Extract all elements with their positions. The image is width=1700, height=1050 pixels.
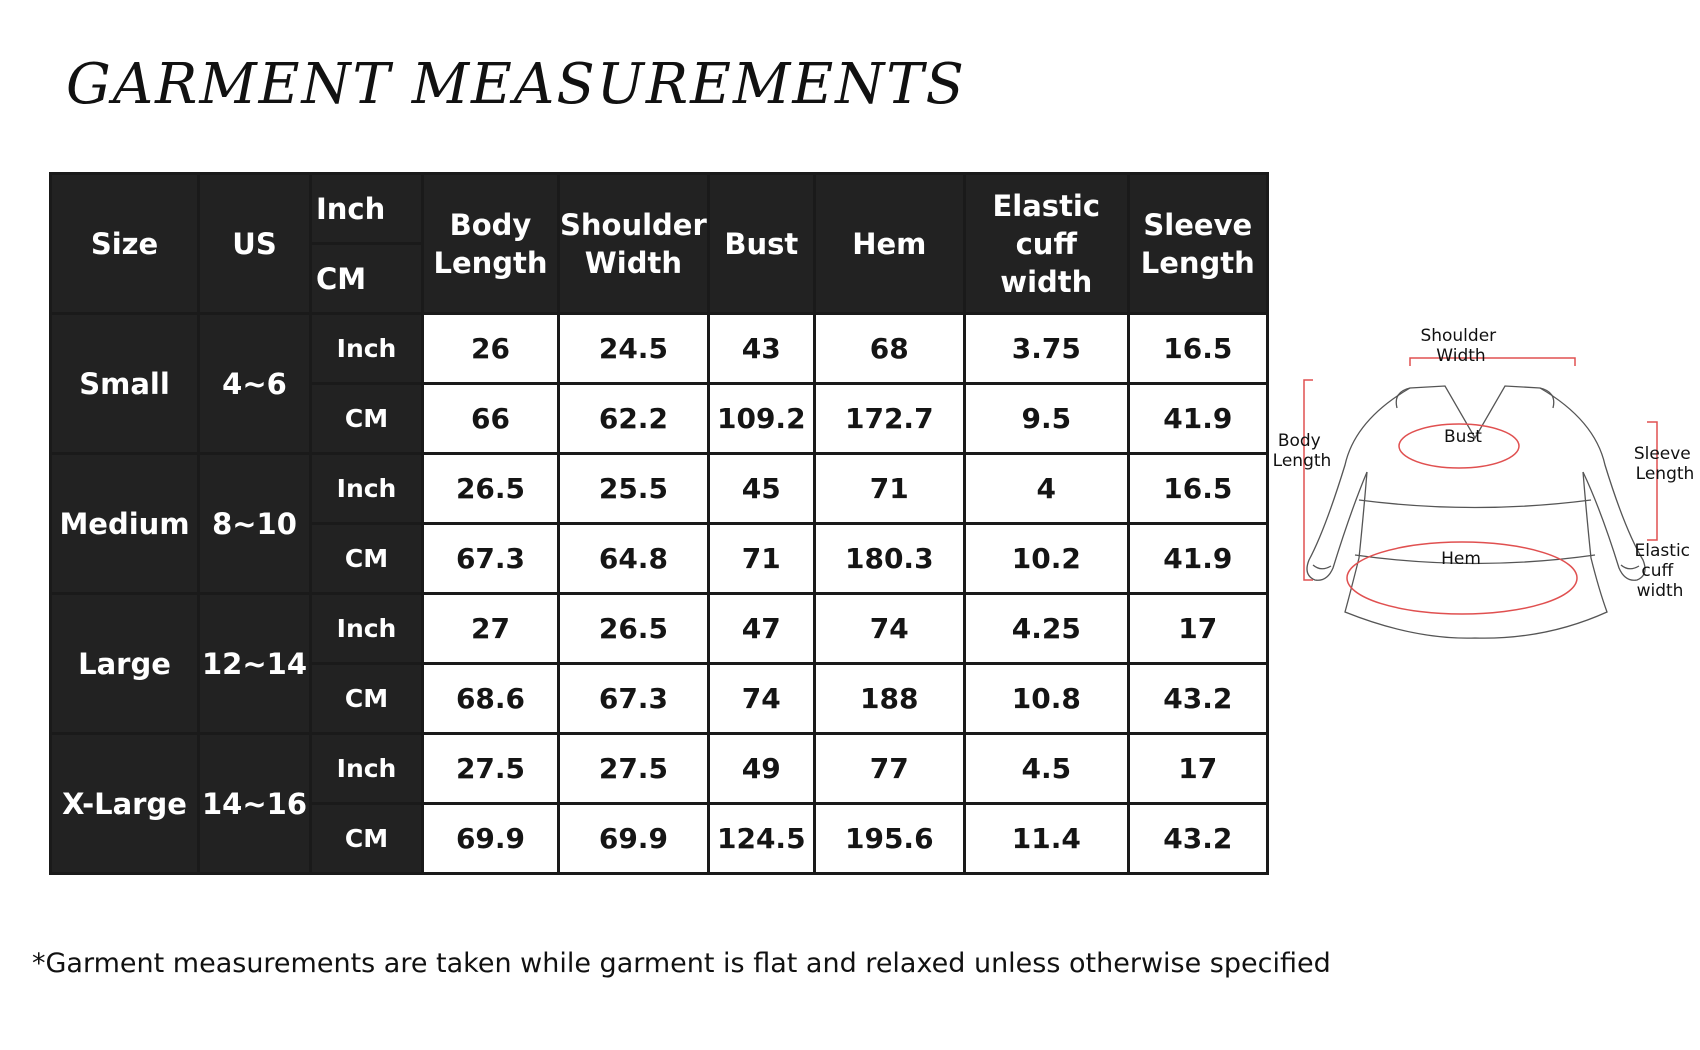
value-cell: 71 (708, 524, 814, 594)
header-elastic-cuff-line1: Elastic cuff (992, 188, 1101, 261)
page-title: GARMENT MEASUREMENTS (66, 52, 966, 117)
elastic-cuff-label-line1: Elastic (1634, 541, 1691, 561)
value-cell: 9.5 (964, 384, 1128, 454)
value-cell: 68.6 (423, 664, 559, 734)
body-length-label-line2: Length (1272, 451, 1332, 471)
header-shoulder-width (559, 174, 709, 314)
size-name-cell: Large (51, 594, 199, 734)
value-cell: 77 (814, 734, 964, 804)
header-unit-inch: Inch (312, 175, 421, 245)
body-length-line (1304, 380, 1313, 580)
value-cell: 74 (814, 594, 964, 664)
value-cell: 188 (814, 664, 964, 734)
unit-cell: CM (311, 664, 423, 734)
value-cell: 71 (814, 454, 964, 524)
value-cell: 62.2 (559, 384, 709, 454)
unit-cell: Inch (311, 314, 423, 384)
header-sleeve-length-line2: Length (1140, 245, 1255, 280)
unit-cell: Inch (311, 594, 423, 664)
value-cell: 25.5 (559, 454, 709, 524)
sleeve-length-label-line1: Sleeve (1633, 444, 1691, 464)
size-chart-table (49, 172, 1269, 875)
table-row (51, 594, 1268, 664)
header-body-length-line1: Body (449, 207, 532, 242)
value-cell: 49 (708, 734, 814, 804)
size-name-cell: Medium (51, 454, 199, 594)
header-body-length (423, 174, 559, 314)
unit-cell: CM (311, 804, 423, 874)
header-hem (814, 174, 964, 314)
value-cell: 3.75 (964, 314, 1128, 384)
value-cell: 10.2 (964, 524, 1128, 594)
size-name-cell: Small (51, 314, 199, 454)
elastic-cuff-label-line2: cuff (1641, 561, 1674, 581)
hem-label: Hem (1441, 549, 1481, 569)
size-name-cell: X-Large (51, 734, 199, 874)
value-cell: 41.9 (1128, 384, 1267, 454)
value-cell: 26.5 (423, 454, 559, 524)
header-elastic-cuff-line2: width (1000, 264, 1093, 299)
header-unit (311, 174, 423, 314)
value-cell: 172.7 (814, 384, 964, 454)
header-body-length-line2: Length (433, 245, 548, 280)
header-shoulder-width-line1: Shoulder (560, 207, 707, 242)
value-cell: 24.5 (559, 314, 709, 384)
value-cell: 27.5 (559, 734, 709, 804)
header-sleeve-length (1128, 174, 1267, 314)
unit-cell: Inch (311, 454, 423, 524)
garment-sketch (1307, 386, 1645, 638)
value-cell: 74 (708, 664, 814, 734)
value-cell: 69.9 (559, 804, 709, 874)
value-cell: 67.3 (559, 664, 709, 734)
body-length-label (1273, 431, 1332, 471)
value-cell: 26 (423, 314, 559, 384)
us-size-cell: 14~16 (199, 734, 311, 874)
footnote: *Garment measurements are taken while garment is flat and relaxed unless otherwise specified (32, 948, 1331, 979)
table-row (51, 314, 1268, 384)
value-cell: 27 (423, 594, 559, 664)
header-hem-label: Hem (852, 226, 927, 261)
shoulder-width-label-line1: Shoulder (1420, 326, 1497, 346)
garment-diagram (1255, 326, 1695, 670)
us-size-cell: 8~10 (199, 454, 311, 594)
header-size-label: Size (90, 226, 159, 261)
value-cell: 109.2 (708, 384, 814, 454)
value-cell: 66 (423, 384, 559, 454)
value-cell: 68 (814, 314, 964, 384)
value-cell: 195.6 (814, 804, 964, 874)
value-cell: 124.5 (708, 804, 814, 874)
value-cell: 67.3 (423, 524, 559, 594)
value-cell: 4.25 (964, 594, 1128, 664)
value-cell: 4.5 (964, 734, 1128, 804)
us-size-cell: 12~14 (199, 594, 311, 734)
unit-cell: CM (311, 384, 423, 454)
value-cell: 180.3 (814, 524, 964, 594)
header-elastic-cuff-width (964, 174, 1128, 314)
value-cell: 27.5 (423, 734, 559, 804)
header-us-label: US (232, 226, 277, 261)
header-row (51, 174, 1268, 314)
header-bust (708, 174, 814, 314)
elastic-cuff-label-line3: width (1636, 581, 1684, 601)
header-bust-label: Bust (724, 226, 799, 261)
value-cell: 47 (708, 594, 814, 664)
shoulder-width-label (1420, 326, 1501, 366)
header-shoulder-width-line2: Width (584, 245, 682, 280)
value-cell: 16.5 (1128, 454, 1267, 524)
value-cell: 4 (964, 454, 1128, 524)
shoulder-width-line (1410, 358, 1575, 366)
body-length-label-line1: Body (1277, 431, 1321, 451)
value-cell: 45 (708, 454, 814, 524)
value-cell: 64.8 (559, 524, 709, 594)
value-cell: 11.4 (964, 804, 1128, 874)
value-cell: 26.5 (559, 594, 709, 664)
value-cell: 69.9 (423, 804, 559, 874)
value-cell: 43.2 (1128, 664, 1267, 734)
measure-lines (1304, 358, 1657, 614)
sleeve-length-label-line2: Length (1635, 464, 1695, 484)
value-cell: 43 (708, 314, 814, 384)
value-cell: 17 (1128, 734, 1267, 804)
table-row (51, 734, 1268, 804)
value-cell: 10.8 (964, 664, 1128, 734)
value-cell: 43.2 (1128, 804, 1267, 874)
value-cell: 41.9 (1128, 524, 1267, 594)
header-us (199, 174, 311, 314)
value-cell: 17 (1128, 594, 1267, 664)
elastic-cuff-width-label (1635, 541, 1696, 601)
header-sleeve-length-line1: Sleeve (1143, 207, 1253, 242)
unit-cell: CM (311, 524, 423, 594)
sleeve-length-label (1634, 444, 1696, 484)
table-row (51, 454, 1268, 524)
header-unit-cm: CM (316, 261, 367, 296)
us-size-cell: 4~6 (199, 314, 311, 454)
unit-cell: Inch (311, 734, 423, 804)
bust-label: Bust (1444, 427, 1482, 447)
shoulder-width-label-line2: Width (1436, 346, 1486, 366)
header-size (51, 174, 199, 314)
value-cell: 16.5 (1128, 314, 1267, 384)
